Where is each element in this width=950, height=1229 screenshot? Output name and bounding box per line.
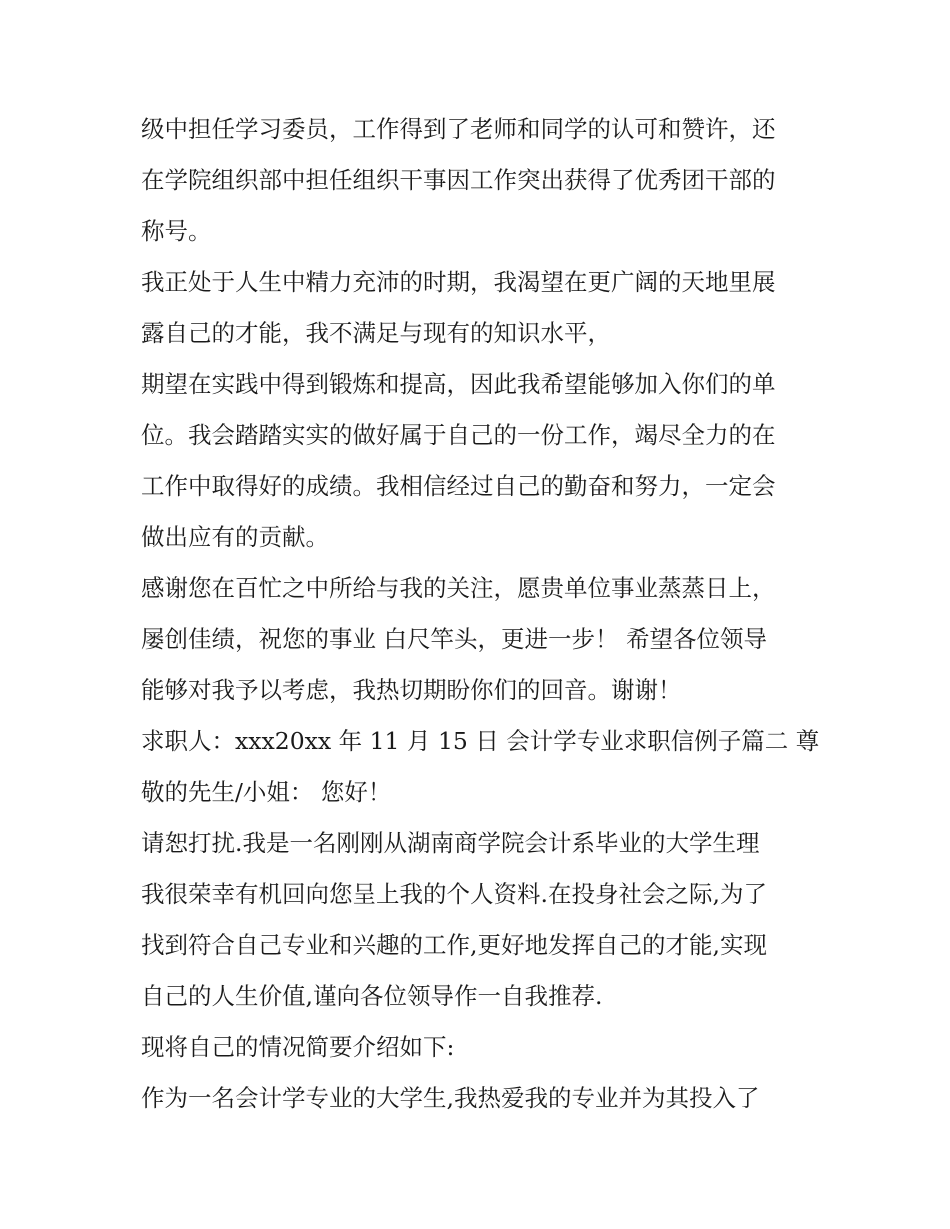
text-line: 称号。: [141, 217, 212, 245]
text-line: 作为一名会计学专业的大学生,我热爱我的专业并为其投入了: [141, 1084, 760, 1112]
text-line: 找到符合自己专业和兴趣的工作,更好地发挥自己的才能,实现: [141, 931, 767, 959]
text-line: 在学院组织部中担任组织干事因工作突出获得了优秀团干部的: [141, 166, 776, 194]
text-line: 感谢您在百忙之中所给与我的关注，愿贵单位事业蒸蒸日上，: [141, 574, 776, 602]
text-line: 露自己的才能，我不满足与现有的知识水平，: [141, 319, 611, 347]
text-line: 工作中取得好的成绩。我相信经过自己的勤奋和努力，一定会: [141, 472, 776, 500]
text-line: 能够对我予以考虑，我热切期盼你们的回音。谢谢！: [141, 676, 682, 704]
text-line: 我很荣幸有机回向您呈上我的个人资料.在投身社会之际,为了: [141, 880, 767, 908]
text-line: 期望在实践中得到锻炼和提高，因此我希望能够加入你们的单: [141, 370, 776, 398]
text-line: 请恕打扰.我是一名刚刚从湖南商学院会计系毕业的大学生理: [141, 829, 760, 857]
text-line: 我正处于人生中精力充沛的时期，我渴望在更广阔的天地里展: [141, 268, 776, 296]
text-line: 求职人：xxx20xx 年 11 月 15 日 会计学专业求职信例子篇二 尊: [141, 727, 820, 755]
text-line: 屡创佳绩，祝您的事业 白尺竿头，更进一步！ 希望各位领导: [141, 625, 767, 653]
text-line: 位。我会踏踏实实的做好属于自己的一份工作，竭尽全力的在: [141, 421, 776, 449]
text-line: 自己的人生价值,谨向各位领导作一自我推荐.: [141, 982, 603, 1010]
text-line: 现将自己的情况简要介绍如下:: [141, 1033, 455, 1061]
body-text: [141, 104, 821, 1124]
text-line: 级中担任学习委员，工作得到了老师和同学的认可和赞许，还: [141, 115, 776, 143]
text-line: 敬的先生/小姐： 您好！: [141, 778, 392, 806]
text-line: 做出应有的贡献。: [141, 523, 329, 551]
